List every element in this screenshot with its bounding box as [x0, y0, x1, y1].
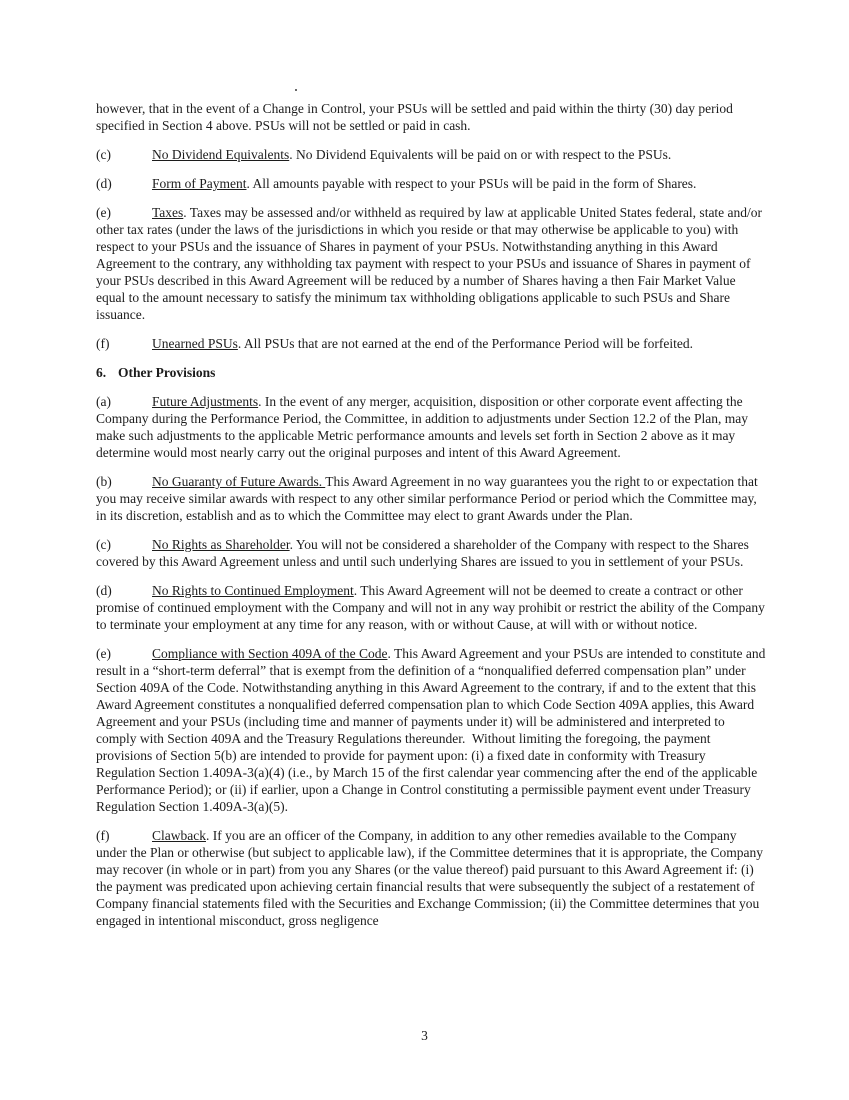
page-number: 3 [421, 1028, 428, 1043]
paragraph-body: . All amounts payable with respect to your PSUs will be paid in the form of Shares. [246, 176, 697, 191]
paragraph-item-d-form-of-payment [96, 175, 768, 192]
paragraph-body: . You will not be considered a shareholder of the Company with respect to the Shares covered by this Award Agreement unless and until such underlying Shares are issued to you in settlement of your PSUs. [96, 537, 753, 569]
paragraph-item-b-no-guaranty-of-future-awards [96, 473, 768, 524]
paragraph-item-d-no-rights-to-continued-employment [96, 582, 768, 633]
paragraph-label: (c) [96, 147, 111, 162]
paragraph-heading: No Rights as Shareholder [152, 537, 290, 552]
paragraph-item-e-compliance-409a [96, 645, 768, 815]
paragraph-heading: No Dividend Equivalents [152, 147, 290, 162]
paragraph-body: . All PSUs that are not earned at the end of the Performance Period will be forfeited. [237, 336, 693, 351]
paragraph-label: (b) [96, 474, 112, 489]
paragraph-body: . This Award Agreement will not be deemed to create a contract or other promise of continued employment with the Company and will not in any way prohibit or restrict the ability of the Company to terminate your employment at any time for any reason, with or without Cause, at will with or without notice. [96, 583, 769, 632]
section-title: Other Provisions [118, 365, 216, 380]
paragraph-label: (e) [96, 205, 111, 220]
paragraph-heading: Form of Payment [152, 176, 247, 191]
paragraph-item-a-future-adjustments [96, 393, 768, 461]
paragraph-label: (c) [96, 537, 111, 552]
paragraph-body: . This Award Agreement and your PSUs are intended to constitute and result in a “short-term deferral” that is exempt from the definition of a “nonqualified deferred compensation plan” under Section 409A of the Code. Notwithstanding anything in this Award Agreement to the contrary, if and to the extent that this Award Agreement constitutes a nonqualified deferred compensation plan to which Code Section 409A applies, this Award Agreement and your PSUs (including time and manner of payments under it) will be administered and interpreted to comply with Section 409A and the Treasury Regulations thereunder. Without limiting the foregoing, the payment provisions of Section 5(b) are intended to provide for payment upon: (i) a fixed date in conformity with Treasury Regulation Section 1.409A-3(a)(4) (i.e., by March 15 of the first calendar year commencing after the end of the applicable Performance Period); or (ii) if earlier, upon a Change in Control constituting a permissible payment event under Treasury Regulation Section 1.409A-3(a)(5). [96, 646, 769, 814]
paragraph-heading: Future Adjustments [152, 394, 259, 409]
section-heading-other-provisions [96, 364, 768, 381]
section-number: 6. [96, 365, 107, 380]
paragraph-heading: No Guaranty of Future Awards. [152, 474, 326, 489]
page-footer [0, 1027, 849, 1044]
paragraph-body: . In the event of any merger, acquisition, disposition or other corporate event affecting the Company during the Performance Period, the Committee, in addition to adjustments under Section 12.2 of the Plan, may make such adjustments to the applicable Metric performance amounts and levels set forth in Section 2 above as it may determine would most nearly carry out the original purposes and intent of this Award Agreement. [96, 394, 752, 460]
paragraph-item-e-taxes [96, 204, 768, 323]
paragraph-label: (a) [96, 394, 111, 409]
document-content [96, 100, 768, 941]
paragraph-label: (f) [96, 828, 110, 843]
paragraph-body: however, that in the event of a Change in Control, your PSUs will be settled and paid within the thirty (30) day period specified in Section 4 above. PSUs will not be settled or paid in cash. [96, 101, 737, 133]
paragraph-body: This Award Agreement in no way guarantees you the right to or expectation that you may receive similar awards with respect to any other similar performance Period or period which the Committee may, in its discretion, establish and as to which the Committee may elect to grant Awards under the Plan. [96, 474, 762, 523]
paragraph-heading: Taxes [152, 205, 184, 220]
paragraph-label: (e) [96, 646, 111, 661]
paragraph-heading: No Rights to Continued Employment [152, 583, 354, 598]
paragraph-body: . No Dividend Equivalents will be paid on or with respect to the PSUs. [289, 147, 672, 162]
paragraph-item-f-clawback [96, 827, 768, 929]
paragraph-continuation [96, 100, 768, 134]
paragraph-heading: Unearned PSUs [152, 336, 238, 351]
paragraph-item-f-unearned-psus [96, 335, 768, 352]
paragraph-body: . Taxes may be assessed and/or withheld as required by law at applicable United States federal, state and/or other tax rates (under the laws of the jurisdictions in which you reside or that may otherwise be applicable to you) with respect to your PSUs and the issuance of Shares in payment of your PSUs. Notwithstanding anything in this Award Agreement to the contrary, any withholding tax payment with respect to your PSUs and issuance of Shares in payment of your PSUs described in this Award Agreement will be reduced by a number of Shares having a then Fair Market Value equal to the amount necessary to satisfy the minimum tax withholding obligations applicable to such PSUs and Share issuance. [96, 205, 766, 322]
paragraph-label: (d) [96, 583, 112, 598]
paragraph-label: (f) [96, 336, 110, 351]
paragraph-heading: Compliance with Section 409A of the Code [152, 646, 388, 661]
scan-artifact-dot [295, 89, 297, 91]
paragraph-label: (d) [96, 176, 112, 191]
paragraph-item-c-no-rights-as-shareholder [96, 536, 768, 570]
paragraph-heading: Clawback [152, 828, 206, 843]
paragraph-body: . If you are an officer of the Company, in addition to any other remedies available to the Company under the Plan or otherwise (but subject to applicable law), if the Committee determines that it is appropriate, the Company may recover (in whole or in part) from you any Shares (or the value thereof) paid pursuant to this Award Agreement if: (i) the payment was predicated upon achieving certain financial results that were subsequently the subject of a restatement of Company financial statements filed with the Securities and Exchange Commission; (ii) the Committee determines that you engaged in intentional misconduct, gross negligence [96, 828, 767, 928]
paragraph-item-c-no-dividend-equivalents [96, 146, 768, 163]
